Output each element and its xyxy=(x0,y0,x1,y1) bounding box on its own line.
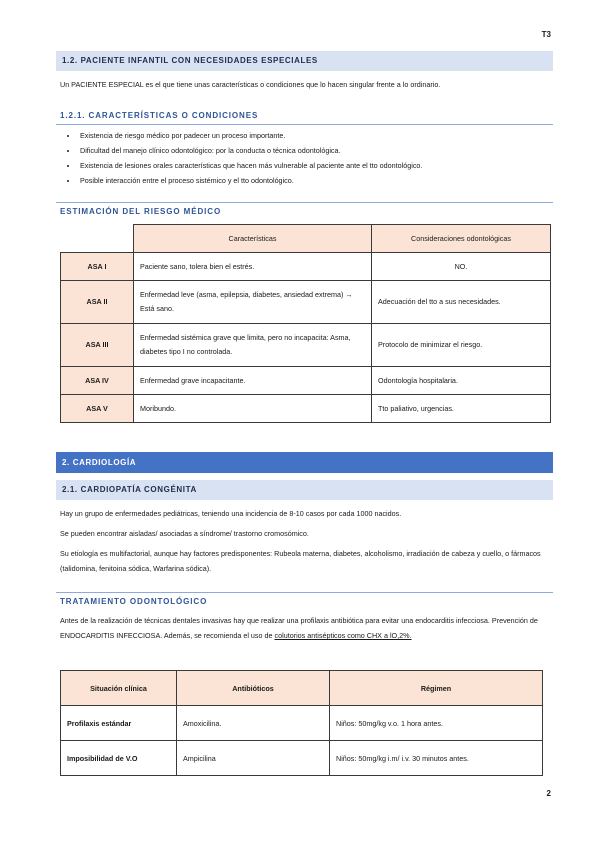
intro-paragraph: Un PACIENTE ESPECIAL es el que tiene unas características o condiciones que lo hacen singular frente a lo ordinario. xyxy=(60,80,441,89)
regimen-cell: Niños: 50mg/kg i.m/ i.v. 30 minutos antes. xyxy=(330,741,543,776)
table-row xyxy=(61,706,543,741)
characteristics-cell: Enfermedad leve (asma, epilepsia, diabetes, ansiedad extrema) → Está sano. xyxy=(134,281,372,324)
column-header: Situación clínica xyxy=(61,671,177,706)
list-item: • Existencia de riesgo médico por padecer un proceso importante. xyxy=(78,128,558,143)
asa-cell: ASA I xyxy=(61,253,134,281)
table-row xyxy=(61,253,551,281)
paragraph: Hay un grupo de enfermedades pediátricas, teniendo una incidencia de 8-10 casos por cada 1000 nacidos. xyxy=(60,509,402,518)
regimen-cell: Niños: 50mg/kg v.o. 1 hora antes. xyxy=(330,706,543,741)
characteristics-cell: Paciente sano, tolera bien el estrés. xyxy=(134,253,372,281)
table-row xyxy=(61,395,551,423)
considerations-cell: Adecuación del tto a sus necesidades. xyxy=(372,281,551,324)
table-row xyxy=(61,367,551,395)
column-header: Consideraciones odontológicas xyxy=(372,225,551,253)
asa-cell: ASA IV xyxy=(61,367,134,395)
subsection-rule xyxy=(56,592,553,593)
subsection-rule xyxy=(56,202,553,203)
table-row xyxy=(61,281,551,324)
column-header: Régimen xyxy=(330,671,543,706)
table-header-row xyxy=(61,225,551,253)
section-title: 2. CARDIOLOGÍA xyxy=(62,458,137,467)
prophylaxis-table xyxy=(60,670,543,776)
antibiotic-cell: Amoxicilina. xyxy=(177,706,330,741)
treatment-paragraph xyxy=(60,613,548,643)
page-number: 2 xyxy=(546,789,551,798)
asa-cell: ASA II xyxy=(61,281,134,324)
paragraph: Su etiología es multifactorial, aunque hay factores predisponentes: Rubeola materna, diabetes, alcoholismo, irradiación de cabeza y cuello, o fármacos (talidomina, fenitoina sódica, Warfarina sódica). xyxy=(60,549,541,573)
considerations-cell: NO. xyxy=(372,253,551,281)
table-row xyxy=(61,324,551,367)
list-item: • Dificultad del manejo clínico odontológico: por la conducta o técnica odontológica. xyxy=(78,143,558,158)
risk-title: ESTIMACIÓN DEL RIESGO MÉDICO xyxy=(60,207,222,216)
section-title: 1.2. PACIENTE INFANTIL CON NECESIDADES ESPECIALES xyxy=(62,56,318,65)
treatment-title: TRATAMIENTO ODONTOLÓGICO xyxy=(60,597,208,606)
asa-cell: ASA III xyxy=(61,324,134,367)
list-item: • Existencia de lesiones orales características que hacen más vulnerable al paciente ante el tto odontológico. xyxy=(78,158,558,173)
section-header-1-2 xyxy=(56,51,553,71)
section-header-2 xyxy=(56,452,553,473)
risk-table xyxy=(60,224,551,423)
paragraph: Se pueden encontrar aisladas/ asociadas a síndrome/ trastorno cromosómico. xyxy=(60,529,309,538)
column-header: Características xyxy=(134,225,372,253)
situation-cell: Imposibilidad de V.O xyxy=(61,741,177,776)
section-title: 2.1. CARDIOPATÍA CONGÉNITA xyxy=(62,485,197,494)
characteristics-cell: Enfermedad sistémica grave que limita, pero no incapacita: Asma, diabetes tipo I no controlada. xyxy=(134,324,372,367)
document-tag: T3 xyxy=(541,30,551,39)
considerations-cell: Protocolo de minimizar el riesgo. xyxy=(372,324,551,367)
list-item: • Posible interacción entre el proceso sistémico y el tto odontológico. xyxy=(78,173,558,188)
section-header-2-1 xyxy=(56,480,553,500)
situation-cell: Profilaxis estándar xyxy=(61,706,177,741)
blank-cell xyxy=(61,225,134,253)
characteristics-cell: Enfermedad grave incapacitante. xyxy=(134,367,372,395)
considerations-cell: Tto paliativo, urgencias. xyxy=(372,395,551,423)
subsection-title-1-2-1: 1.2.1. CARACTERÍSTICAS O CONDICIONES xyxy=(60,111,259,120)
table-row xyxy=(61,741,543,776)
considerations-cell: Odontología hospitalaria. xyxy=(372,367,551,395)
characteristics-cell: Moribundo. xyxy=(134,395,372,423)
treatment-text: Antes de la realización de técnicas dentales invasivas hay que realizar una profilaxis antibiótica para evitar una endocarditis infecciosa. Prevención de ENDOCARDITIS INFECCIOSA. Además, se recomienda el uso de xyxy=(60,616,538,640)
conditions-list xyxy=(60,128,558,188)
antibiotic-cell: Ampicilina xyxy=(177,741,330,776)
antiseptic-note: colutorios antisépticos como CHX a lO,2%. xyxy=(274,631,412,640)
table-header-row xyxy=(61,671,543,706)
subsection-rule xyxy=(56,124,553,125)
column-header: Antibióticos xyxy=(177,671,330,706)
asa-cell: ASA V xyxy=(61,395,134,423)
